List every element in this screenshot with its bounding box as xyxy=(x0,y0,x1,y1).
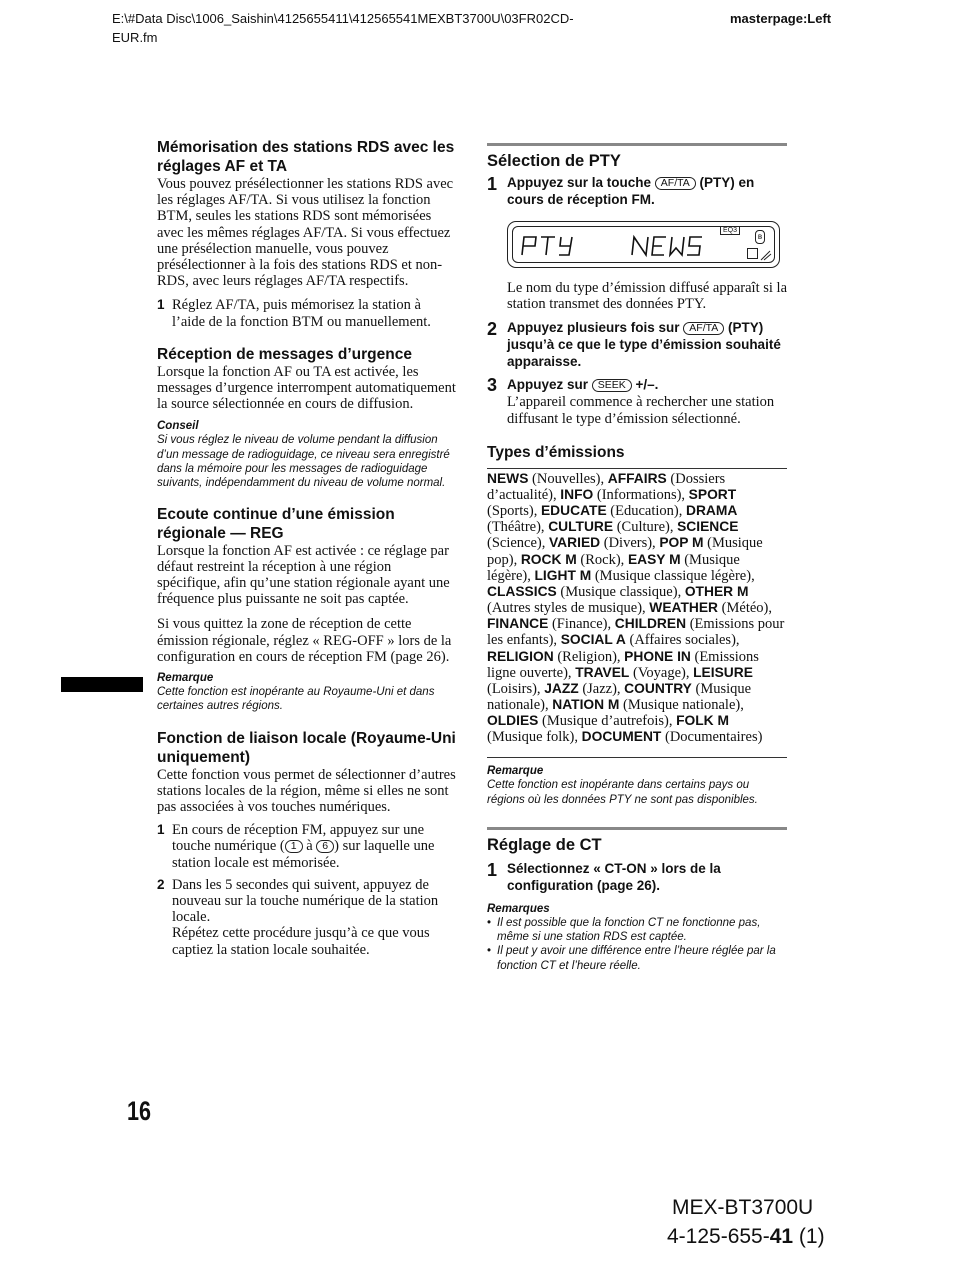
paragraph: Lorsque la fonction AF est activée : ce réglage par défaut restreint la réception à une région spécifique, afin qu’une station régionale ayant une fréquence plus puissante ne soit pas captée. xyxy=(157,542,450,608)
note-text: Cette fonction est inopérante dans certains pays ou régions où les données PTY ne sont pas disponibles. xyxy=(487,779,758,806)
paragraph: Le nom du type d’émission diffusé apparaît si la station transmet des données PTY. xyxy=(507,279,788,312)
program-type-name: AFFAIRS xyxy=(607,470,667,486)
divider xyxy=(487,757,787,758)
section-title: Mémorisation des stations RDS avec les réglages AF et TA xyxy=(157,139,455,175)
program-type-description: (Affaires sociales), xyxy=(625,632,740,649)
section-title: Ecoute continue d’une émission régionale — REG xyxy=(157,505,395,542)
program-type-description: (Musique folk), xyxy=(487,729,582,746)
program-type-name: COUNTRY xyxy=(624,680,692,696)
section-rule xyxy=(487,143,787,146)
seek-key: SEEK xyxy=(592,379,632,392)
step: 1 En cours de réception FM, appuyez sur une touche numérique ( 1 à 6 ) sur laquelle une station locale est mémorisée. xyxy=(157,822,435,871)
program-type-description: (Culture), xyxy=(613,519,678,536)
program-type-description: (Jazz), xyxy=(578,680,625,697)
masterpage-label: masterpage:Left xyxy=(730,11,832,26)
program-type-name: NATION M xyxy=(552,696,620,712)
program-type-name: CHILDREN xyxy=(614,616,687,632)
step: 1 Réglez AF/TA, puis mémorisez la station à l’aide de la fonction BTM ou manuellement. xyxy=(157,297,431,330)
afta-key: AF/TA xyxy=(683,322,724,335)
program-type-name: LIGHT M xyxy=(534,567,592,583)
section-tab-marker xyxy=(61,677,143,692)
program-type-description: (Musique nationale), xyxy=(619,696,744,713)
program-type-name: TRAVEL xyxy=(575,664,630,680)
step: 2 Dans les 5 secondes qui suivent, appuyez de nouveau sur la touche numérique de la station locale. Répétez cette procédure jusqu’à ce que vous captiez la station locale souhaitée. xyxy=(157,876,439,958)
bluetooth-icon: ʙ xyxy=(755,230,765,244)
section-title: Réglage de CT xyxy=(487,836,602,855)
section-title: Fonction de liaison locale (Royaume-Uni uniquement) xyxy=(157,729,456,766)
program-type-description: (Finance), xyxy=(548,616,615,633)
program-type-description: (Divers), xyxy=(600,535,660,552)
step: 1 Sélectionnez « CT-ON » lors de la configuration (page 26). xyxy=(487,860,721,893)
program-type-name: ROCK M xyxy=(520,551,577,567)
file-path: E:\#Data Disc\1006_Saishin\4125655411\412565541MEXBT3700U\03FR02CD- EUR.fm xyxy=(112,11,574,45)
program-type-description: (Météo), xyxy=(718,600,772,617)
program-type-name: NEWS xyxy=(487,470,529,486)
afta-key: AF/TA xyxy=(655,177,696,190)
program-type-name: SCIENCE xyxy=(677,519,739,535)
program-type-name: RELIGION xyxy=(487,648,554,664)
program-type-description: (Musique nationale), xyxy=(487,680,752,713)
program-type-name: DOCUMENT xyxy=(581,729,662,745)
section-title: Sélection de PTY xyxy=(487,152,621,170)
step: 3 Appuyez sur SEEK +/–. L’appareil commence à rechercher une station diffusant le type d’émission sélectionné. xyxy=(487,376,787,426)
program-type-name: POP M xyxy=(659,535,704,551)
preset-key-6: 6 xyxy=(316,840,334,853)
program-type-description: (Science), xyxy=(487,535,549,552)
program-type-name: DRAMA xyxy=(685,503,738,519)
signal-icon xyxy=(760,247,772,261)
page-number: 16 xyxy=(127,1096,152,1126)
preset-key-1: 1 xyxy=(285,840,303,853)
program-type-description: (Sports), xyxy=(487,503,541,520)
section-rule xyxy=(487,827,787,830)
tip-title: Conseil xyxy=(157,420,199,433)
note-text: Cette fonction est inopérante au Royaume-Uni et dans certaines autres régions. xyxy=(157,686,435,713)
program-type-name: SOCIAL A xyxy=(560,632,626,648)
program-type-description: (Education), xyxy=(606,503,686,520)
program-type-description: (Rock), xyxy=(576,551,628,568)
divider xyxy=(487,468,787,469)
program-type-description: (Emissions pour les enfants), xyxy=(487,616,785,649)
model-name: MEX-BT3700U xyxy=(672,1196,814,1219)
program-type-description: (Musique légère), xyxy=(487,551,740,584)
program-type-description: (Dossiers d’actualité), xyxy=(487,470,726,503)
program-type-description: (Musique classique légère), xyxy=(591,567,755,584)
program-type-description: (Théâtre), xyxy=(487,519,549,536)
program-type-name: EDUCATE xyxy=(540,503,607,519)
paragraph: Lorsque la fonction AF ou TA est activée, les messages d’urgence interrompent automatiquement la source sélectionnée en cours de diffusion. xyxy=(157,363,456,413)
program-type-description: (Autres styles de musique), xyxy=(487,600,650,617)
lcd-display xyxy=(507,221,780,268)
program-type-description: (Religion), xyxy=(553,648,625,665)
program-type-name: FOLK M xyxy=(676,713,729,729)
program-type-name: OTHER M xyxy=(684,583,749,599)
paragraph: Vous pouvez présélectionner les stations RDS avec les réglages AF/TA. Si vous utilisez la fonction BTM, seules les stations RDS sont mémorisées avec les mêmes réglages AF/TA. Si vous effectuez une présélection manuelle, vous pouvez présélectionner à la fois des stations RDS et non-RDS, avec leurs réglages AF/TA respectifs. xyxy=(157,176,454,290)
program-type-description: (Emissions ligne ouverte), xyxy=(487,648,759,681)
tip-text: Si vous réglez le niveau de volume pendant la diffusion d’un message de radioguidage, ce niveau sera enregistré dans la mémoire pour les messages de radioguidage suivants, indépendamment du niveau de volume normal. xyxy=(157,434,450,490)
program-type-description: (Loisirs), xyxy=(487,680,545,697)
program-type-name: INFO xyxy=(560,486,594,502)
program-type-name: CULTURE xyxy=(548,519,614,535)
list-item: • Il peut y avoir une différence entre l’heure réglée par la fonction CT et l’heure réelle. xyxy=(487,945,776,972)
program-type-name: SPORT xyxy=(688,486,737,502)
notes-title: Remarques xyxy=(487,902,550,915)
program-type-name: LEISURE xyxy=(693,664,753,680)
section-title: Réception de messages d’urgence xyxy=(157,345,412,363)
list-item: • Il est possible que la fonction CT ne fonctionne pas, même si une station RDS est captée. xyxy=(487,916,761,943)
program-type-name: OLDIES xyxy=(487,713,539,729)
eq-indicator: EQ3 xyxy=(720,226,740,235)
note-title: Remarque xyxy=(487,765,544,778)
right-column xyxy=(487,143,787,973)
program-type-name: EASY M xyxy=(627,551,681,567)
document-code: 4-125-655-41 (1) xyxy=(667,1225,825,1248)
music-note-icon xyxy=(747,248,758,259)
step: 2 Appuyez plusieurs fois sur AF/TA (PTY) jusqu’à ce que le type d’émission souhaité apparaisse. xyxy=(487,319,781,369)
program-types-list xyxy=(487,471,787,746)
program-type-name: WEATHER xyxy=(649,600,719,616)
program-type-name: CLASSICS xyxy=(487,583,557,599)
program-type-name: VARIED xyxy=(549,535,601,551)
step: 1 Appuyez sur la touche AF/TA (PTY) en cours de réception FM. xyxy=(487,174,755,207)
program-type-description: (Informations), xyxy=(593,486,689,503)
notes-list xyxy=(487,916,787,973)
paragraph: L’appareil commence à rechercher une station diffusant le type d’émission sélectionné. xyxy=(507,394,775,427)
program-type-name: PHONE IN xyxy=(624,648,691,664)
paragraph: Cette fonction vous permet de sélectionner d’autres stations locales de la région, même si elles ne sont pas associées à vos touches numériques. xyxy=(157,766,456,816)
note-title: Remarque xyxy=(157,672,214,685)
program-type-description: (Nouvelles), xyxy=(528,470,608,487)
program-type-name: FINANCE xyxy=(487,616,549,632)
program-type-description: (Voyage), xyxy=(629,664,694,681)
left-column xyxy=(157,138,457,958)
program-type-description: (Musique classique), xyxy=(556,583,685,600)
program-type-name: JAZZ xyxy=(544,680,579,696)
program-type-description: (Musique pop), xyxy=(487,535,763,568)
section-title: Types d’émissions xyxy=(487,443,625,461)
program-type-description: (Documentaires) xyxy=(661,729,763,746)
paragraph: Si vous quittez la zone de réception de cette émission régionale, réglez « REG-OFF » lors de la configuration en cours de réception FM (page 26). xyxy=(157,616,452,665)
program-type-description: (Musique d’autrefois), xyxy=(538,713,677,730)
